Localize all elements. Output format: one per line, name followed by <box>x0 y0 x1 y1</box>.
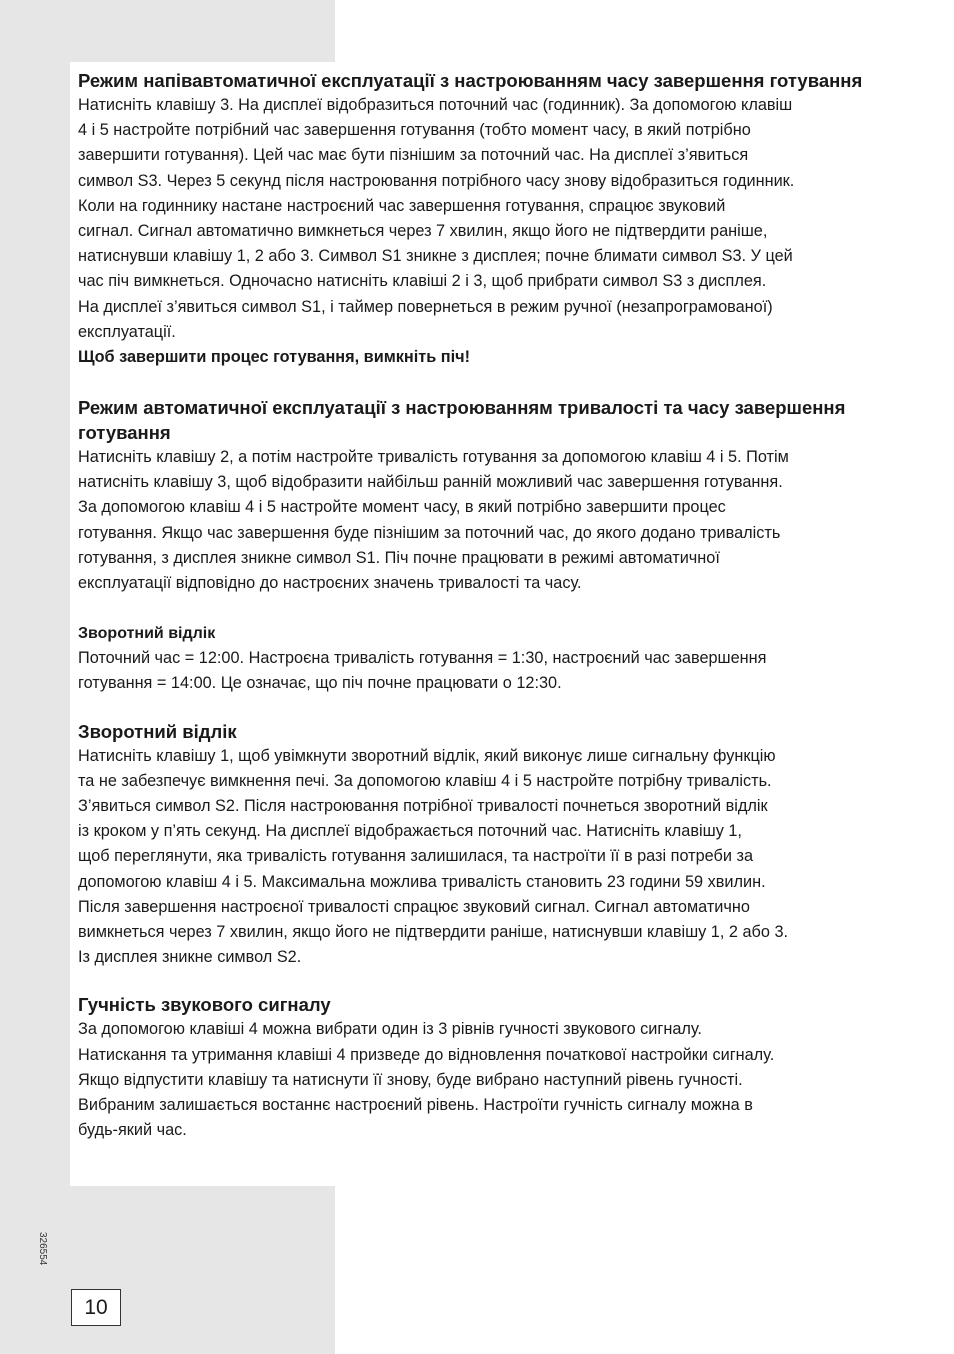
section-body: Натисніть клавішу 3. На дисплеї відобразиться поточний час (годинник). За допомогою клавіш 4 і 5 настройте потрібний час завершення готування (тобто момент часу, в який потрібно завершити готування). Цей час має бути пізнішим за поточний час. На дисплеї з’явиться символ S3. Через 5 секунд після настроювання потрібного часу знову відобразиться годинник. Коли на годиннику настане настроєний час завершення готування, спрацює звуковий сигнал. Сигнал автоматично вимкнеться через 7 хвилин, якщо його не підтвердити раніше, натиснувши клавішу 1, 2 або 3. Символ S1 зникне з дисплея; почне блимати символ S3. У цей час піч вимкнеться. Одночасно натисніть клавіші 2 і 3, щоб прибрати символ S3 з дисплея. На дисплеї з’явиться символ S1, і таймер повернеться в режим ручної (незапрограмованої) експлуатації. <box>78 96 795 341</box>
page-number: 10 <box>71 1289 121 1326</box>
section-example <box>78 621 885 696</box>
section-body: За допомогою клавіші 4 можна вибрати один із 3 рівнів гучності звукового сигналу. Натискання та утримання клавіші 4 призведе до відновлення початкової настройки сигналу. Якщо відпустити клавішу та натиснути її знову, буде вибрано наступний рівень гучності. Вибраним залишається востаннє настроєний рівень. Настроїти гучність сигналу можна в будь-який час. <box>78 1020 775 1140</box>
section-countdown <box>78 719 885 971</box>
section-body: Поточний час = 12:00. Настроєна тривалість готування = 1:30, настроєний час завершення готування = 14:00. Це означає, що піч почне працювати о 12:30. <box>78 649 767 693</box>
page-content <box>70 62 885 1186</box>
section-auto <box>78 395 885 596</box>
section-semi-auto <box>78 68 885 370</box>
section-volume <box>78 992 885 1143</box>
section-title: Зворотний відлік <box>78 720 237 742</box>
subsection-title: Зворотний відлік <box>78 625 216 643</box>
warning-text: Щоб завершити процес готування, вимкніть піч! <box>78 348 470 367</box>
section-title: Режим напівавтоматичної експлуатації з настроюванням часу завершення готування <box>78 70 863 91</box>
section-body: Натисніть клавішу 2, а потім настройте тривалість готування за допомогою клавіш 4 і 5. Потім натисніть клавішу 3, щоб відобразити найбільш ранній можливий час завершення готування. За допомогою клавіш 4 і 5 настройте момент часу, в який потрібно завершити процес готування. Якщо час завершення буде пізнішим за поточний час, до якого додано тривалість готування, з дисплея зникне символ S1. Піч почне працювати в режимі автоматичної експлуатації відповідно до настроєних значень тривалості та часу. <box>78 448 789 593</box>
section-title: Режим автоматичної експлуатації з настроюванням тривалості та часу завершення готування <box>78 397 846 444</box>
section-title: Гучність звукового сигналу <box>78 994 331 1016</box>
document-code: 326554 <box>37 1232 48 1266</box>
section-body: Натисніть клавішу 1, щоб увімкнути зворотний відлік, який виконує лише сигнальну функцію та не забезпечує вимкнення печі. За допомогою клавіш 4 і 5 настройте потрібну тривалість. З’явиться символ S2. Після настроювання потрібної тривалості почнеться зворотний відлік із кроком у п’ять секунд. На дисплеї відображається поточний час. Натисніть клавішу 1, щоб переглянути, яка тривалість готування залишилася, та настроїти її в разі потреби за допомогою клавіш 4 і 5. Максимальна можлива тривалість становить 23 години 59 хвилин. Після завершення настроєної тривалості спрацює звуковий сигнал. Сигнал автоматично вимкнеться через 7 хвилин, якщо його не підтвердити раніше, натиснувши клавішу 1, 2 або 3. Із дисплея зникне символ S2. <box>78 746 789 967</box>
